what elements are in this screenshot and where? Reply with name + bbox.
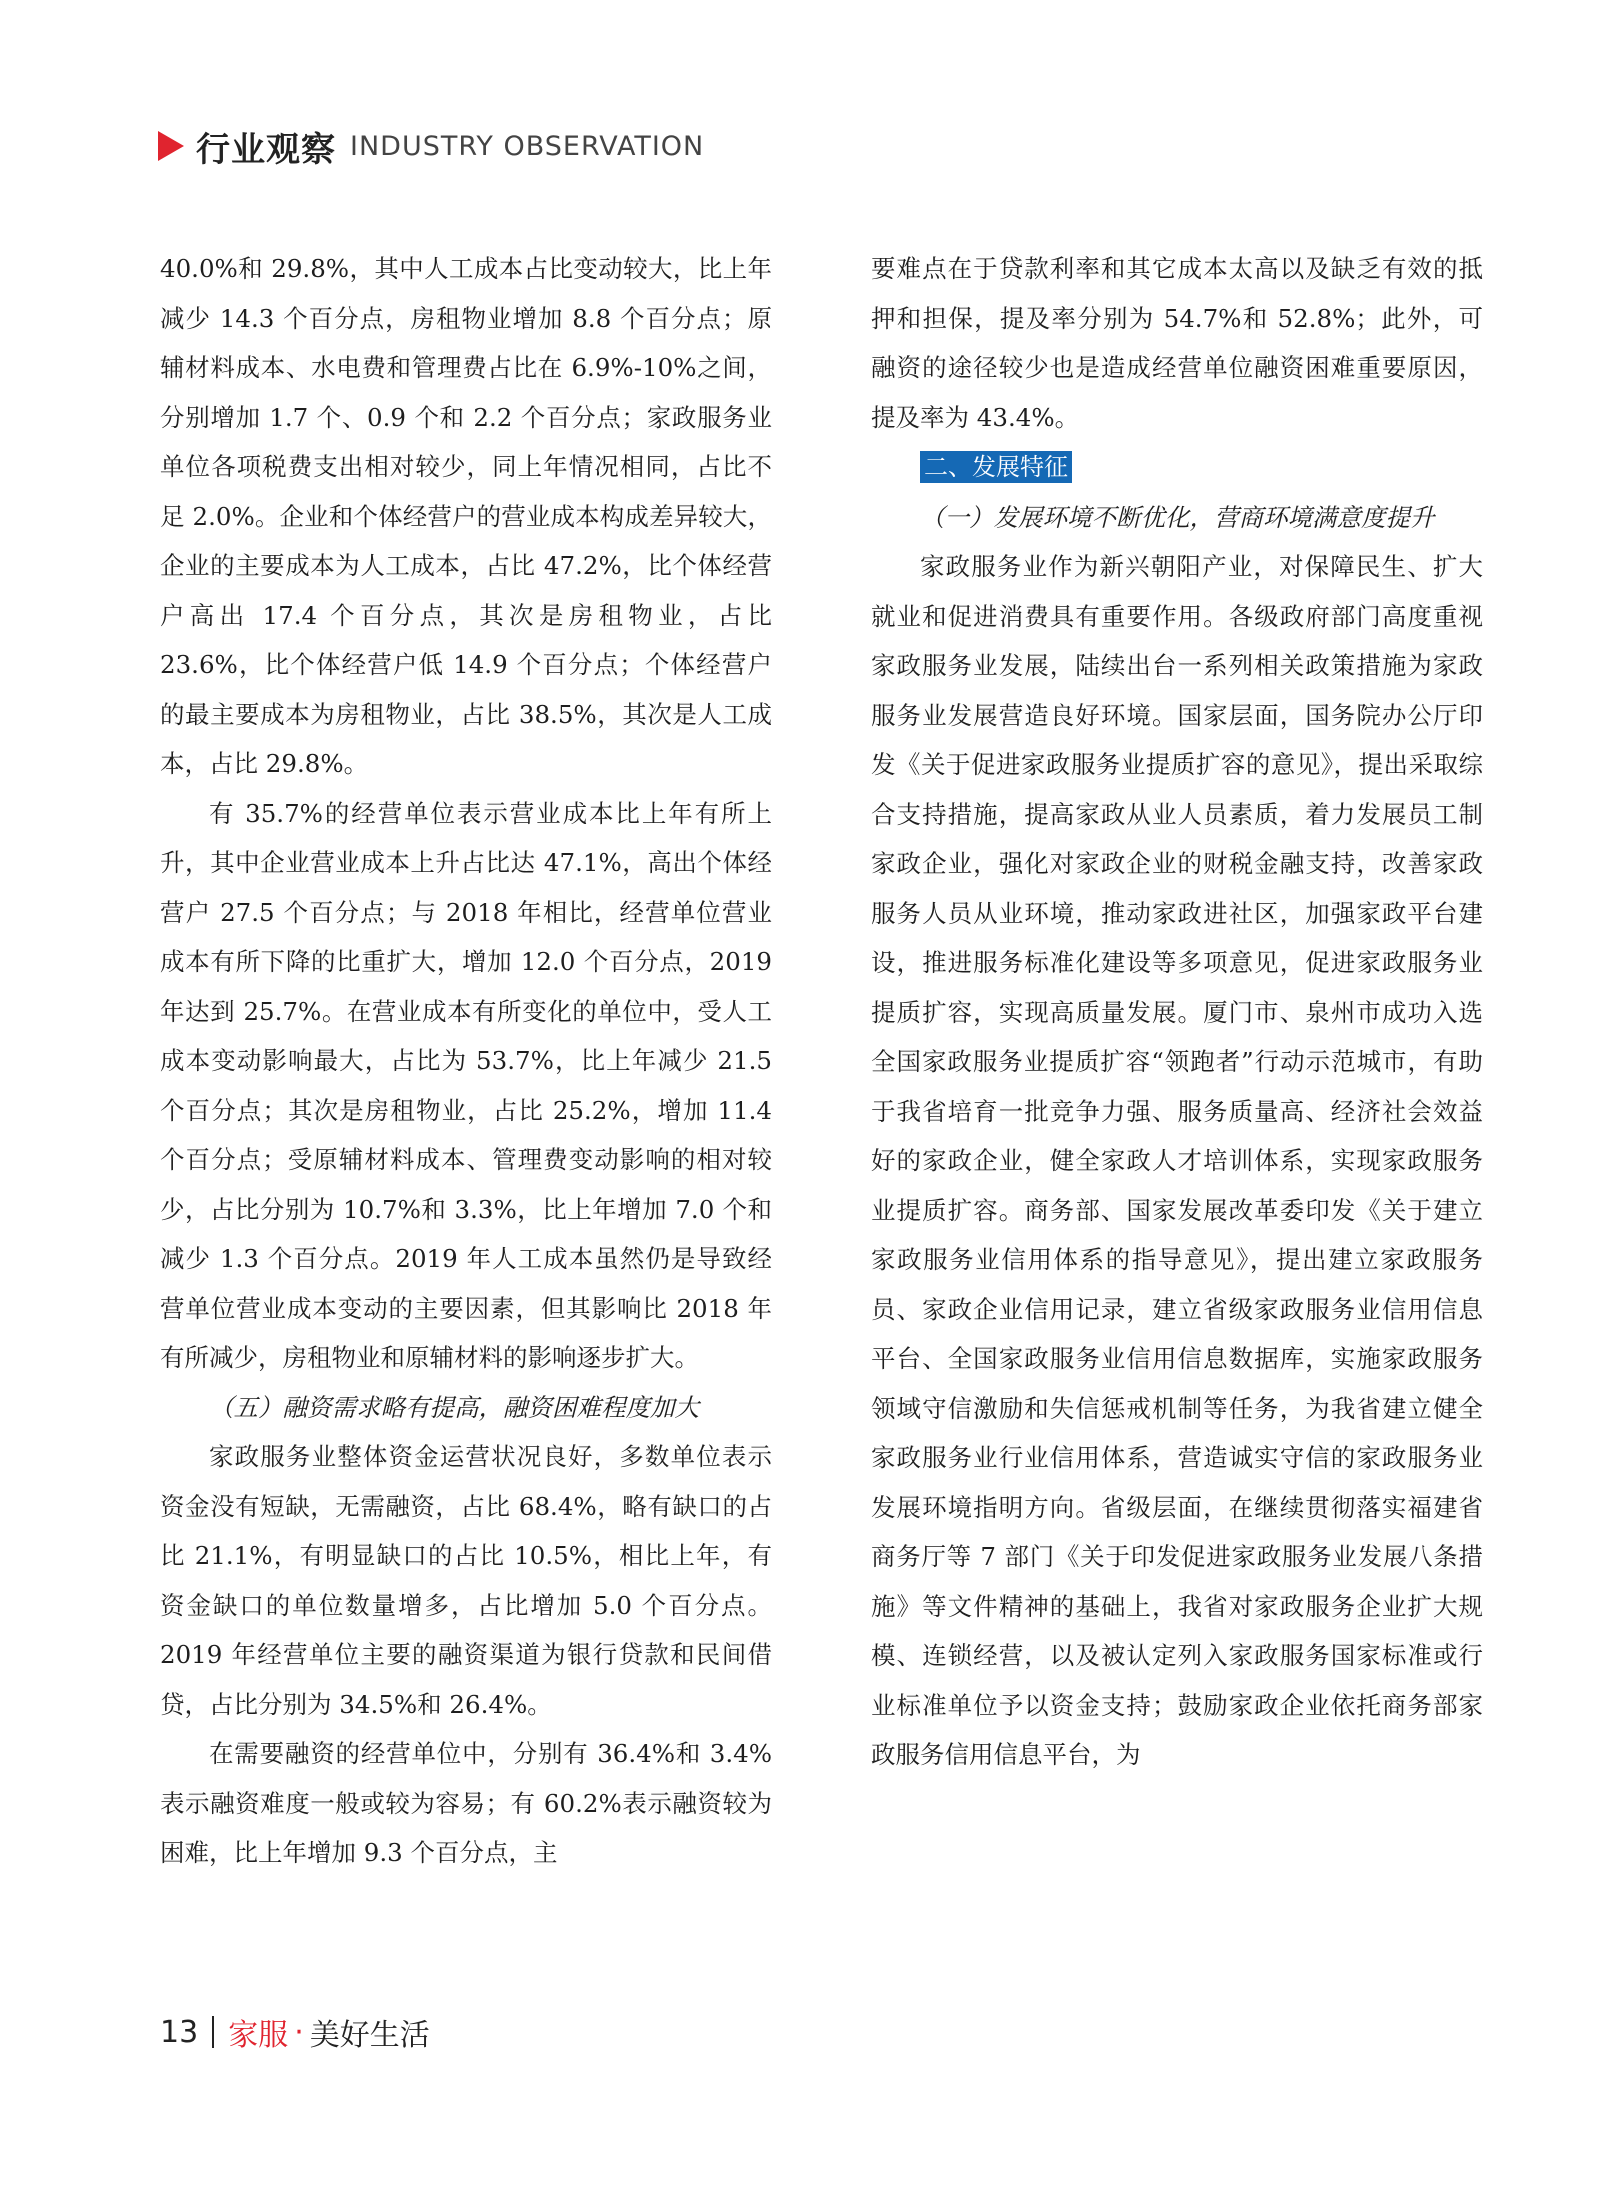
subheading: （五）融资需求略有提高，融资困难程度加大 xyxy=(209,1392,699,1422)
paragraph: 有 35.7%的经营单位表示营业成本比上年有所上升，其中企业营业成本上升占比达 47.1%，高出个体经营户 27.5 个百分点；与 2018 年相比，经营单位营业成本有所下降的比重扩大，增加 12.0 个百分点，2019 年达到 25.7%。在营业成本有所变化的单位中，受人工成本变动影响最大，占比为 53.7%，比上年减少 21.5 个百分点；其次是房租物业，占比 25.2%，增加 11.4 个百分点；受原辅材料成本、管理费变动影响的相对较少，占比分别为 10.7%和 3.3%，比上年增加 7.0 个和减少 1.3 个百分点。2019 年人工成本虽然仍是导致经营单位营业成本变动的主要因素，但其影响比 2018 年有所减少，房租物业和原辅材料的影响逐步扩大。 xyxy=(160,798,772,1372)
magazine-brand: 家服 xyxy=(228,2018,289,2053)
play-triangle-icon xyxy=(158,131,184,161)
section-title-en: INDUSTRY OBSERVATION xyxy=(350,130,705,162)
section-heading xyxy=(871,442,1483,493)
right-column xyxy=(871,244,1483,1780)
subheading: （一）发展环境不断优化，营商环境满意度提升 xyxy=(920,502,1435,532)
paragraph: 家政服务业作为新兴朝阳产业，对保障民生、扩大就业和促进消费具有重要作用。各级政府部门高度重视家政服务业发展，陆续出台一系列相关政策措施为家政服务业发展营造良好环境。国家层面，国务院办公厅印发《关于促进家政服务业提质扩容的意见》，提出采取综合支持措施，提高家政从业人员素质，着力发展员工制家政企业，强化对家政企业的财税金融支持，改善家政服务人员从业环境，推动家政进社区，加强家政平台建设，推进服务标准化建设等多项意见，促进家政服务业提质扩容，实现高质量发展。厦门市、泉州市成功入选全国家政服务业提质扩容“领跑者”行动示范城市，有助于我省培育一批竞争力强、服务质量高、经济社会效益好的家政企业，健全家政人才培训体系，实现家政服务业提质扩容。商务部、国家发展改革委印发《关于建立家政服务业信用体系的指导意见》，提出建立家政服务员、家政企业信用记录，建立省级家政服务业信用信息平台、全国家政服务业信用信息数据库，实施家政服务领域守信激励和失信惩戒机制等任务，为我省建立健全家政服务业行业信用体系，营造诚实守信的家政服务业发展环境指明方向。省级层面，在继续贯彻落实福建省商务厅等 7 部门《关于印发促进家政服务业发展八条措施》等文件精神的基础上，我省对家政服务企业扩大规模、连锁经营，以及被认定列入家政服务国家标准或行业标准单位予以资金支持；鼓励家政企业依托商务部家政服务信用信息平台，为 xyxy=(871,552,1483,1769)
page-number: 13 xyxy=(160,2014,199,2050)
section-heading-label: 二、发展特征 xyxy=(920,451,1072,483)
page-header xyxy=(158,124,704,168)
section-title-cn: 行业观察 xyxy=(196,129,336,170)
left-column xyxy=(160,244,772,1878)
paragraph: 40.0%和 29.8%，其中人工成本占比变动较大，比上年减少 14.3 个百分点，房租物业增加 8.8 个百分点；原辅材料成本、水电费和管理费占比在 6.9%-10%之间，分别增加 1.7 个、0.9 个和 2.2 个百分点；家政服务业单位各项税费支出相对较少，同上年情况相同，占比不足 2.0%。企业和个体经营户的营业成本构成差异较大，企业的主要成本为人工成本，占比 47.2%，比个体经营户高出 17.4 个百分点，其次是房租物业，占比 23.6%，比个体经营户低 14.9 个百分点；个体经营户的最主要成本为房租物业，占比 38.5%，其次是人工成本，占比 29.8%。 xyxy=(160,254,772,778)
paragraph: 在需要融资的经营单位中，分别有 36.4%和 3.4%表示融资难度一般或较为容易；有 60.2%表示融资较为困难，比上年增加 9.3 个百分点，主 xyxy=(160,1739,772,1867)
brand-separator: · xyxy=(294,2014,304,2050)
page-footer xyxy=(160,2012,430,2052)
paragraph: 家政服务业整体资金运营状况良好，多数单位表示资金没有短缺，无需融资，占比 68.4%，略有缺口的占比 21.1%，有明显缺口的占比 10.5%，相比上年，有资金缺口的单位数量增多，占比增加 5.0 个百分点。2019 年经营单位主要的融资渠道为银行贷款和民间借贷，占比分别为 34.5%和 26.4%。 xyxy=(160,1442,772,1719)
footer-divider xyxy=(212,2016,214,2048)
magazine-tagline: 美好生活 xyxy=(309,2018,430,2053)
paragraph: 要难点在于贷款利率和其它成本太高以及缺乏有效的抵押和担保，提及率分别为 54.7%和 52.8%；此外，可融资的途径较少也是造成经营单位融资困难重要原因，提及率为 43.4%。 xyxy=(871,254,1483,432)
